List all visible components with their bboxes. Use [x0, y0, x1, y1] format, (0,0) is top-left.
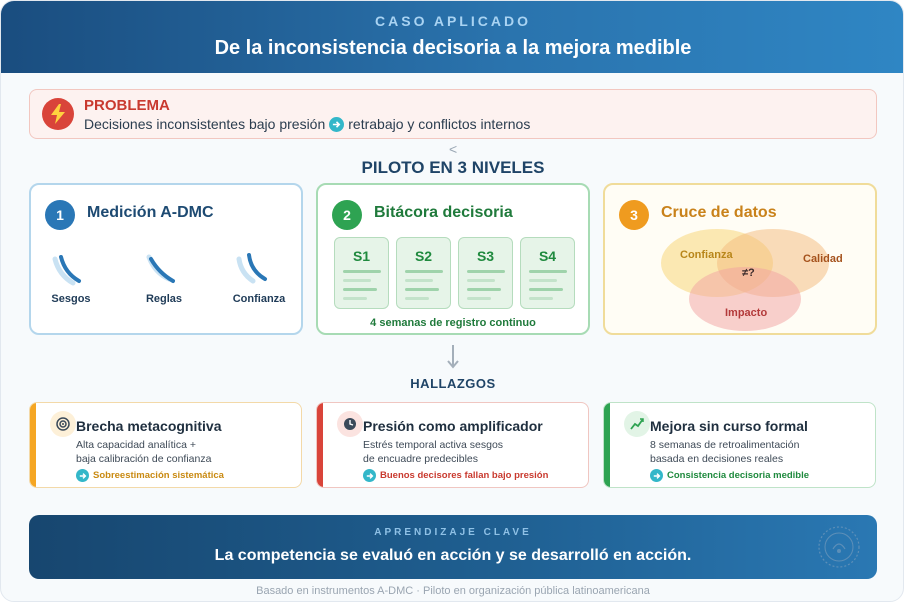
arrow-right-icon	[363, 469, 376, 482]
finding-note-text: Consistencia decisoria medible	[667, 470, 810, 481]
finding-note	[76, 469, 224, 482]
header-title: De la inconsistencia decisoria a la mejora medible	[214, 37, 692, 59]
finding-description	[76, 438, 211, 466]
level-title: Cruce de datos	[661, 204, 777, 221]
problem-text-before: Decisiones inconsistentes bajo presión	[84, 116, 326, 132]
finding-line: Alta capacidad analítica +	[76, 439, 196, 451]
level-number: 1	[45, 200, 75, 230]
finding-accent-bar	[317, 403, 323, 487]
finding-line: de encuadre predecibles	[363, 453, 478, 465]
week-label: S3	[476, 248, 495, 264]
finding-line: 8 semanas de retroalimentación	[650, 439, 800, 451]
finding-description	[650, 438, 799, 466]
problem-banner	[29, 89, 877, 139]
level-title: Medición A-DMC	[87, 204, 214, 221]
arrow-right-icon	[650, 469, 663, 482]
week-label: S2	[414, 248, 433, 264]
finding-title: Brecha metacognitiva	[76, 418, 222, 434]
venn-label-calidad: Calidad	[803, 253, 843, 265]
venn-label-impacto: Impacto	[725, 307, 768, 319]
finding-accent-bar	[30, 403, 36, 487]
finding-card	[603, 402, 876, 488]
finding-description	[363, 438, 503, 466]
finding-note-text: Sobreestimación sistemática	[93, 470, 224, 481]
header	[1, 1, 904, 73]
finding-card	[316, 402, 589, 488]
header-kicker: CASO APLICADO	[375, 13, 531, 29]
finding-note	[363, 469, 548, 482]
findings-title: HALLAZGOS	[410, 376, 496, 391]
level-number: 3	[619, 200, 649, 230]
clock-icon	[337, 411, 363, 437]
arrow-down-icon	[446, 345, 460, 371]
venn-label-confianza: Confianza	[680, 249, 733, 261]
flow-connector: <	[449, 141, 458, 157]
venn-center-label: ≠?	[742, 267, 755, 279]
gauge-label: Confianza	[232, 293, 286, 305]
target-icon	[50, 411, 76, 437]
seal-icon	[817, 525, 861, 569]
problem-description	[84, 116, 530, 132]
finding-note-text: Buenos decisores fallan bajo presión	[380, 470, 549, 481]
week-sheet	[520, 237, 575, 309]
finding-title: Mejora sin curso formal	[650, 418, 808, 434]
finding-card	[29, 402, 302, 488]
level-number: 2	[332, 200, 362, 230]
problem-label: PROBLEMA	[84, 97, 170, 114]
key-learning-message: La competencia se evaluó en acción y se desarrolló en acción.	[214, 547, 692, 564]
week-sheet	[458, 237, 513, 309]
finding-title: Presión como amplificador	[363, 418, 543, 434]
week-sheet	[334, 237, 389, 309]
trend-up-icon	[624, 411, 650, 437]
level-card-measurement	[29, 183, 303, 335]
arrow-right-icon	[329, 117, 344, 132]
lightning-icon	[42, 98, 74, 130]
week-sheet	[396, 237, 451, 309]
level-card-logbook	[316, 183, 590, 335]
level-title: Bitácora decisoria	[374, 204, 513, 221]
weeks-caption: 4 semanas de registro continuo	[370, 317, 536, 329]
footer-note: Basado en instrumentos A-DMC · Piloto en organización pública latinoamericana	[256, 585, 650, 597]
finding-note	[650, 469, 809, 482]
arrow-right-icon	[76, 469, 89, 482]
finding-accent-bar	[604, 403, 610, 487]
finding-line: baja calibración de confianza	[76, 453, 212, 465]
week-label: S1	[352, 248, 371, 264]
gauge-label: Reglas	[145, 293, 183, 305]
finding-line: Estrés temporal activa sesgos	[363, 439, 504, 451]
key-learning-banner	[29, 515, 877, 579]
finding-line: basada en decisiones reales	[650, 453, 784, 465]
week-label: S4	[538, 248, 557, 264]
pilot-title: PILOTO EN 3 NIVELES	[361, 158, 545, 177]
key-learning-kicker: APRENDIZAJE CLAVE	[374, 527, 532, 538]
problem-text-after: retrabajo y conflictos internos	[348, 116, 531, 132]
level-card-data-crossing	[603, 183, 877, 335]
gauge-label: Sesgos	[51, 293, 91, 305]
